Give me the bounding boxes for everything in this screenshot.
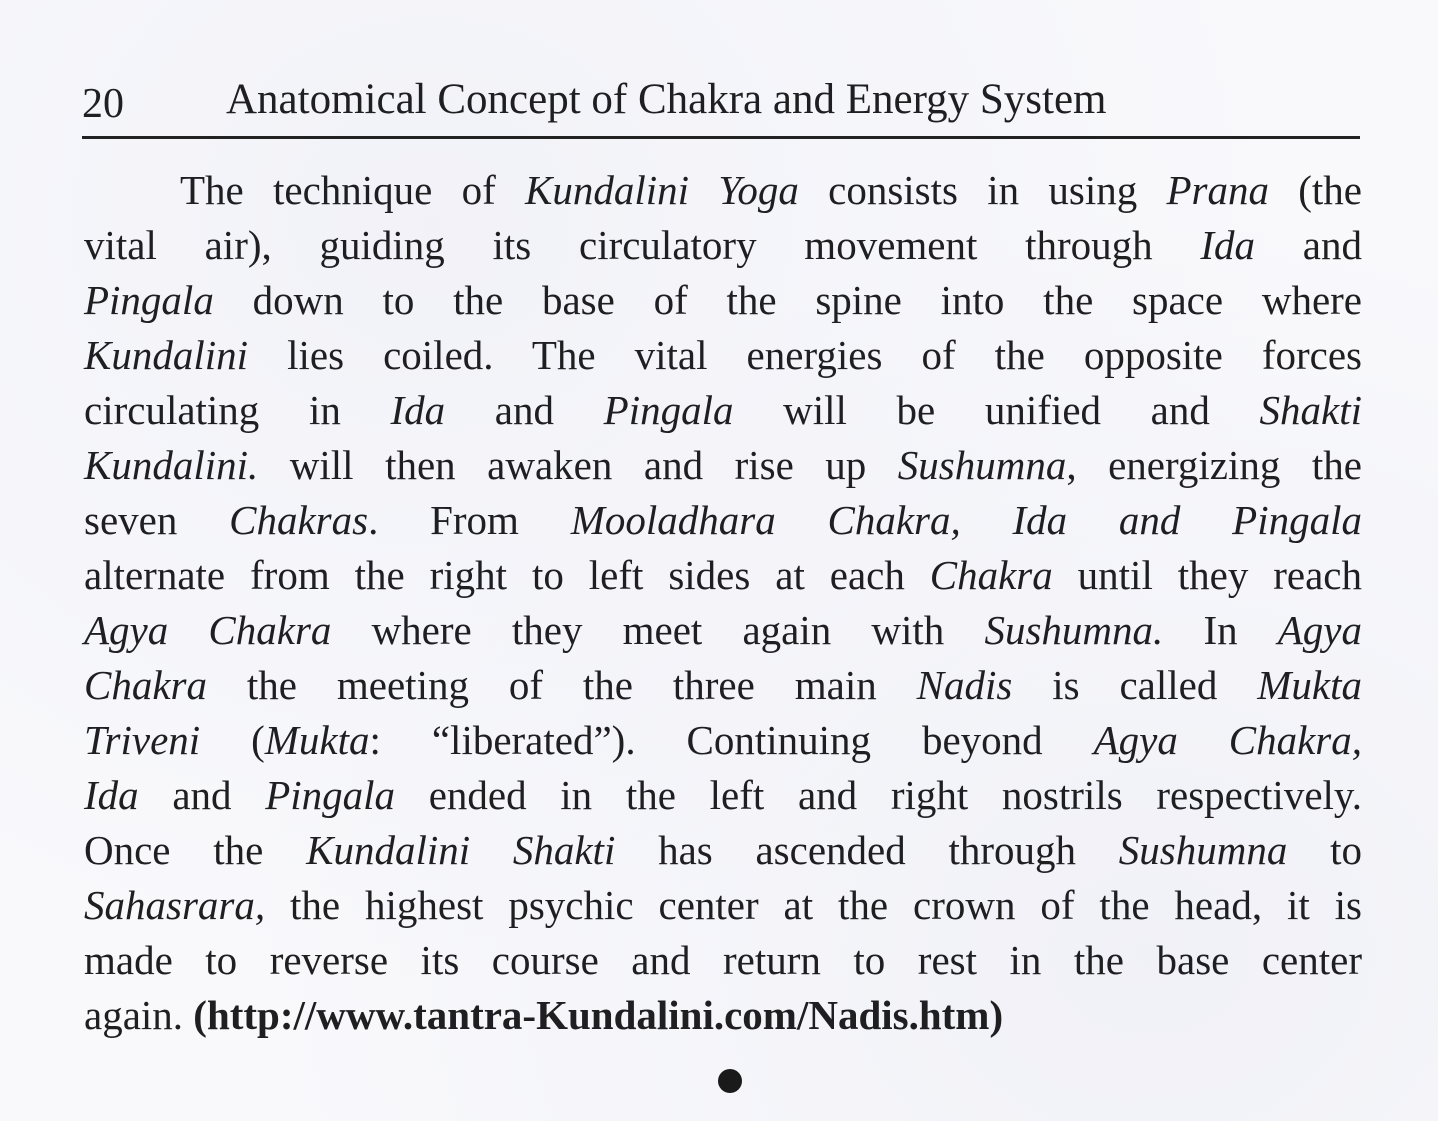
italic-term: Pingala: [84, 277, 214, 323]
text-line: [84, 328, 1362, 383]
italic-term: Prana: [1166, 167, 1269, 213]
page-header: [82, 72, 1360, 136]
italic-term: Shakti: [1259, 387, 1363, 433]
text-run: , energizing the: [1066, 442, 1362, 488]
italic-term: Mooladhara Chakra, Ida and Pingala: [570, 497, 1362, 543]
text-line: [84, 603, 1362, 658]
italic-term: Ida: [1200, 222, 1256, 268]
text-run: and: [138, 772, 266, 818]
text-run: vital air), guiding its circulatory movement through: [84, 222, 1201, 268]
header-rule: [82, 136, 1360, 139]
italic-term: Chakra: [84, 662, 207, 708]
text-line: [84, 438, 1362, 493]
italic-term: Agya Chakra,: [1093, 717, 1362, 763]
text-run: lies coiled. The vital energies of the opposite forces: [248, 332, 1362, 378]
text-run: The technique of: [180, 167, 526, 213]
italic-term: Ida: [390, 387, 446, 433]
text-run: Once the: [84, 827, 307, 873]
text-run: where they meet again with: [331, 607, 985, 653]
italic-term: Chakra: [929, 552, 1053, 598]
italic-term: Triveni: [84, 717, 201, 763]
italic-term: Nadis: [916, 662, 1013, 708]
citation-url: (http://www.tantra-Kundalini.com/Nadis.htm): [193, 992, 1004, 1038]
italic-term: Kundalini Shakti: [306, 827, 616, 873]
italic-term: Sahasrara,: [84, 882, 266, 928]
text-run: and: [1255, 222, 1362, 268]
italic-term: Sushumna.: [984, 607, 1164, 653]
text-run: consists in using: [798, 167, 1167, 213]
italic-term: Pingala: [265, 772, 396, 818]
text-run: ended in the left and right nostrils respectively.: [395, 772, 1362, 818]
italic-term: Sushumna: [897, 442, 1067, 488]
text-line: [84, 823, 1362, 878]
text-run: down to the base of the spine into the space where: [213, 277, 1362, 323]
text-line: [84, 218, 1362, 273]
text-line: [84, 548, 1362, 603]
italic-term: Kundalini: [84, 332, 249, 378]
text-run: will then awaken and rise up: [258, 442, 898, 488]
text-line: [84, 383, 1362, 438]
italic-term: Mukta: [264, 717, 370, 763]
text-line: [84, 768, 1362, 823]
text-run: will be unified and: [733, 387, 1260, 433]
text-line: [84, 713, 1362, 768]
text-run: . From: [368, 497, 571, 543]
body-paragraph: [84, 163, 1362, 1043]
text-run: until they reach: [1052, 552, 1362, 598]
text-line: [84, 493, 1362, 548]
text-run: seven: [84, 497, 230, 543]
text-line: [84, 933, 1362, 988]
page-number: 20: [82, 81, 124, 127]
italic-term: Chakras: [229, 497, 369, 543]
text-run: the highest psychic center at the crown of the head, it is: [265, 882, 1362, 928]
text-run: and: [445, 387, 604, 433]
text-run: (the: [1269, 167, 1362, 213]
text-run: : “liberated”). Continuing beyond: [369, 717, 1094, 763]
text-run: made to reverse its course and return to rest in the base center: [84, 937, 1362, 983]
text-line: [84, 658, 1362, 713]
italic-term: Sushumna: [1118, 827, 1288, 873]
italic-term: Pingala: [603, 387, 734, 433]
end-bullet-ornament: [718, 1069, 742, 1093]
italic-term: Kundalini.: [84, 442, 259, 488]
text-run: is called: [1012, 662, 1258, 708]
italic-term: Mukta: [1257, 662, 1362, 708]
text-run: circulating in: [84, 387, 391, 433]
text-run: has ascended through: [615, 827, 1119, 873]
text-line: [84, 988, 1362, 1043]
italic-term: Ida: [84, 772, 139, 818]
text-line: [84, 273, 1362, 328]
text-run: In: [1163, 607, 1278, 653]
text-run: to: [1287, 827, 1362, 873]
italic-term: Agya: [1277, 607, 1362, 653]
text-line: [84, 878, 1362, 933]
text-run: again.: [84, 992, 194, 1038]
text-run: (: [200, 717, 265, 763]
running-title: Anatomical Concept of Chakra and Energy System: [226, 76, 1107, 123]
italic-term: Agya Chakra: [84, 607, 332, 653]
italic-term: Kundalini Yoga: [525, 167, 799, 213]
text-line: [84, 163, 1362, 218]
text-run: the meeting of the three main: [207, 662, 917, 708]
text-run: alternate from the right to left sides at each: [84, 552, 930, 598]
